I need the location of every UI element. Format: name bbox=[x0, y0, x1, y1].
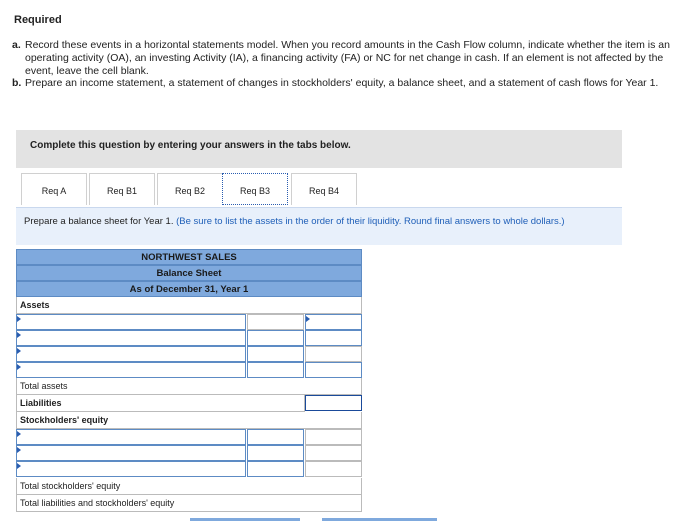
asset-1-label-input[interactable] bbox=[16, 314, 246, 330]
requirement-a bbox=[12, 39, 682, 79]
asset-2-label-input[interactable] bbox=[16, 330, 246, 346]
prompt-main: Prepare a balance sheet for Year 1. bbox=[24, 216, 174, 227]
requirement-a-text: Record these events in a horizontal statements model. When you record amounts in the Cash Flow column, indicate whether the item is an operating activity (OA), an investing Activity (IA), a financing activity (FA) or NC for net change in cash. If an element is not affected by the event, leave the cell blank. bbox=[25, 39, 670, 77]
total-equity-row bbox=[16, 478, 362, 495]
equity-2-label-input[interactable] bbox=[16, 445, 246, 461]
instruction-text: Complete this question by entering your answers in the tabs below. bbox=[30, 140, 351, 151]
equity-2-amount-input[interactable] bbox=[247, 445, 304, 461]
tab-req-a[interactable]: Req A bbox=[21, 173, 87, 205]
tab-req-b3[interactable]: Req B3 bbox=[222, 173, 288, 205]
equity-1-label-input[interactable] bbox=[16, 429, 246, 445]
asset-4-amount-input[interactable] bbox=[247, 362, 304, 378]
asset-2-total-input[interactable] bbox=[305, 330, 362, 346]
equity-1-total-cell bbox=[305, 429, 362, 445]
total-liab-equity-row bbox=[16, 495, 362, 512]
asset-1-amount-input[interactable] bbox=[305, 314, 362, 330]
asset-3-label-input[interactable] bbox=[16, 346, 246, 362]
asset-4-total-input[interactable] bbox=[305, 362, 362, 378]
prev-button[interactable] bbox=[190, 518, 300, 521]
total-liab-equity-label: Total liabilities and stockholders' equity bbox=[20, 498, 175, 508]
next-button[interactable] bbox=[322, 518, 437, 521]
asset-2-amount-input[interactable] bbox=[247, 330, 304, 346]
total-assets-label: Total assets bbox=[20, 381, 68, 391]
liabilities-heading: Liabilities bbox=[16, 395, 305, 412]
tab-req-b1[interactable]: Req B1 bbox=[89, 173, 155, 205]
equity-3-label-input[interactable] bbox=[16, 461, 246, 477]
tab-req-b4[interactable]: Req B4 bbox=[291, 173, 357, 205]
requirement-b bbox=[12, 77, 682, 105]
total-assets-row bbox=[16, 378, 362, 395]
asset-4-label-input[interactable] bbox=[16, 362, 246, 378]
asset-3-total-cell bbox=[305, 346, 362, 362]
requirement-b-letter: b. bbox=[12, 77, 22, 89]
tab-req-b2[interactable]: Req B2 bbox=[157, 173, 223, 205]
company-name: NORTHWEST SALES bbox=[16, 249, 362, 265]
requirement-b-text: Prepare an income statement, a statement of changes in stockholders' equity, a balance sheet, and a statement of cash flows for Year 1. bbox=[25, 77, 659, 89]
equity-3-total-cell bbox=[305, 461, 362, 477]
requirement-a-letter: a. bbox=[12, 39, 21, 51]
equity-heading: Stockholders' equity bbox=[16, 412, 362, 429]
assets-heading: Assets bbox=[16, 297, 362, 314]
equity-1-amount-input[interactable] bbox=[247, 429, 304, 445]
required-heading: Required bbox=[14, 14, 62, 26]
statement-title: Balance Sheet bbox=[16, 265, 362, 281]
equity-2-total-cell bbox=[305, 445, 362, 461]
total-equity-label: Total stockholders' equity bbox=[20, 481, 121, 491]
equity-3-amount-input[interactable] bbox=[247, 461, 304, 477]
asset-1-amount-cell bbox=[247, 314, 304, 330]
prompt-text bbox=[24, 216, 614, 227]
question-prompt bbox=[16, 207, 622, 245]
asset-3-amount-input[interactable] bbox=[247, 346, 304, 362]
statement-date: As of December 31, Year 1 bbox=[16, 281, 362, 297]
prompt-hint: (Be sure to list the assets in the order of their liquidity. Round final answers to whole dollars.) bbox=[176, 216, 565, 227]
instruction-panel bbox=[16, 130, 622, 168]
tab-bar bbox=[16, 173, 622, 207]
total-assets-input[interactable] bbox=[305, 395, 362, 411]
